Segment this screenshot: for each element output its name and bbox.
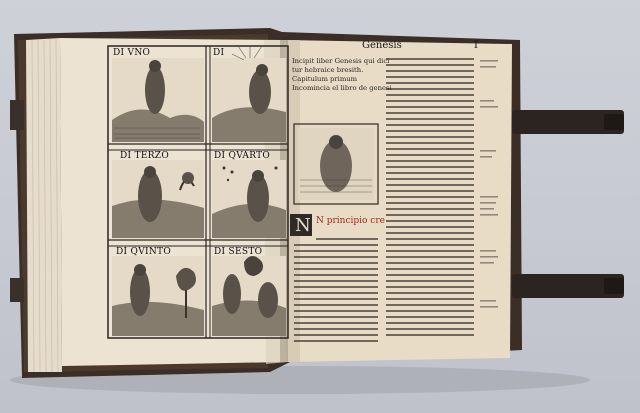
rubric-line-4: Incomincia el libro de genesi xyxy=(292,85,392,92)
woodcut-panel-2 xyxy=(212,46,286,142)
woodcut-panel-5 xyxy=(112,256,204,336)
running-head: Genesis xyxy=(362,40,402,51)
woodcut-panel-6 xyxy=(212,256,286,336)
panel-label-1: DI VNO xyxy=(113,48,151,58)
woodcut-panel-1 xyxy=(112,58,204,142)
folio-number: I xyxy=(474,40,478,51)
panel-label-2: DI xyxy=(213,48,225,58)
rubric-line-2: tur hebraice bresith. xyxy=(292,67,364,74)
clasp-hinge-upper xyxy=(10,100,24,130)
rubric-line-3: Capitulum primum xyxy=(292,76,358,83)
panel-label-5: DI QVINTO xyxy=(116,247,172,257)
panel-label-3: DI TERZO xyxy=(120,151,170,161)
woodcut-panel-4 xyxy=(212,160,286,238)
clasp-lower xyxy=(512,274,624,298)
rubric-line-1: Incipit liber Genesis qui dici xyxy=(292,58,390,65)
svg-text:N: N xyxy=(295,215,311,236)
panel-label-4: DI QVARTO xyxy=(214,151,271,161)
incipit-line: N principio cre xyxy=(316,216,385,226)
woodcut-panel-3 xyxy=(112,160,204,238)
panel-label-6: DI SESTO xyxy=(214,247,263,257)
clasp-hinge-lower xyxy=(10,278,24,302)
clasp-upper xyxy=(512,110,624,134)
